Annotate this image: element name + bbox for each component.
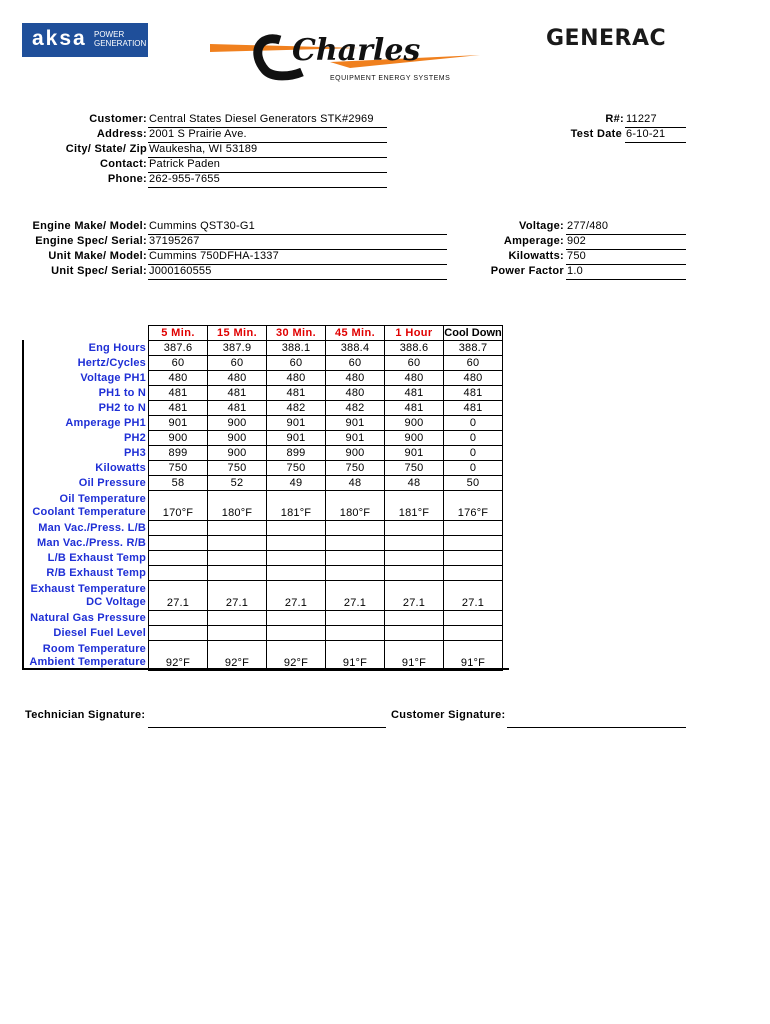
table-row	[22, 566, 503, 581]
row-label: Oil Pressure	[78, 476, 146, 489]
row-label: Eng Hours	[88, 341, 146, 354]
table-cell: 27.1	[444, 581, 503, 611]
table-cell: 481	[149, 401, 208, 416]
table-cell	[149, 521, 208, 536]
table-cell: 52	[208, 476, 267, 491]
table-bottom-border	[22, 668, 509, 670]
table-cell: 27.1	[385, 581, 444, 611]
engine-make-label: Engine Make/ Model:	[32, 220, 147, 232]
table-cell	[326, 566, 385, 581]
table-cell: 180°F	[326, 491, 385, 521]
table-cell: 48	[385, 476, 444, 491]
table-cell: 91°F	[385, 641, 444, 671]
table-cell: 901	[326, 416, 385, 431]
table-cell	[385, 626, 444, 641]
table-cell: 60	[444, 356, 503, 371]
table-cell: 480	[326, 386, 385, 401]
technician-signature-label: Technician Signature:	[25, 709, 146, 721]
table-cell: 60	[267, 356, 326, 371]
phone-label: Phone:	[107, 173, 147, 185]
unit-make-label: Unit Make/ Model:	[48, 250, 147, 262]
row-label: Man Vac./Press. L/B	[38, 521, 146, 534]
table-cell: 388.4	[326, 341, 385, 356]
table-cell	[385, 611, 444, 626]
power-factor-value: 1.0	[566, 265, 686, 280]
table-cell: 481	[208, 386, 267, 401]
technician-signature-line[interactable]	[148, 727, 386, 728]
row-label: Man Vac./Press. R/B	[37, 536, 146, 549]
address-value: 2001 S Prairie Ave.	[148, 128, 387, 143]
table-cell	[208, 521, 267, 536]
table-row	[22, 446, 503, 461]
table-cell: 750	[385, 461, 444, 476]
table-row	[22, 611, 503, 626]
table-cell: 27.1	[149, 581, 208, 611]
table-cell	[149, 566, 208, 581]
table-row	[22, 356, 503, 371]
table-cell	[326, 536, 385, 551]
table-cell	[267, 536, 326, 551]
table-cell: 387.9	[208, 341, 267, 356]
table-cell: 900	[208, 431, 267, 446]
table-cell: 899	[149, 446, 208, 461]
row-label: L/B Exhaust Temp	[47, 551, 146, 564]
row-label: Natural Gas Pressure	[30, 611, 146, 624]
table-cell: 388.1	[267, 341, 326, 356]
table-cell	[444, 521, 503, 536]
table-cell: 482	[326, 401, 385, 416]
column-header: 30 Min.	[267, 326, 326, 341]
table-cell: 481	[208, 401, 267, 416]
table-cell	[208, 611, 267, 626]
table-corner	[22, 326, 149, 341]
charles-wordmark: Charles	[292, 33, 421, 68]
table-cell: 58	[149, 476, 208, 491]
table-cell: 901	[385, 446, 444, 461]
table-row	[22, 341, 503, 356]
table-cell: 480	[326, 371, 385, 386]
table-cell: 176°F	[444, 491, 503, 521]
table-cell: 0	[444, 416, 503, 431]
table-cell: 480	[208, 371, 267, 386]
table-cell: 181°F	[385, 491, 444, 521]
table-cell: 27.1	[267, 581, 326, 611]
table-cell	[149, 551, 208, 566]
engine-make-value: Cummins QST30-G1	[148, 220, 447, 235]
table-cell: 60	[208, 356, 267, 371]
table-cell	[444, 626, 503, 641]
table-cell	[149, 536, 208, 551]
table-cell	[326, 626, 385, 641]
address-label: Address:	[96, 128, 147, 140]
table-cell: 481	[149, 386, 208, 401]
customer-value: Central States Diesel Generators STK#2969	[148, 113, 387, 128]
table-cell	[326, 521, 385, 536]
charles-tagline: EQUIPMENT ENERGY SYSTEMS	[330, 75, 451, 82]
table-cell	[149, 611, 208, 626]
table-cell: 750	[149, 461, 208, 476]
row-label: PH3	[124, 446, 146, 459]
voltage-value: 277/480	[566, 220, 686, 235]
test-date-value: 6-10-21	[625, 128, 686, 143]
row-label: Diesel Fuel Level	[53, 626, 146, 639]
table-row	[22, 641, 503, 671]
table-cell	[385, 536, 444, 551]
table-row	[22, 371, 503, 386]
column-header: 5 Min.	[149, 326, 208, 341]
column-header: Cool Down	[444, 326, 502, 339]
table-cell: 901	[267, 416, 326, 431]
table-cell: 60	[385, 356, 444, 371]
row-label: PH2	[124, 431, 146, 444]
table-cell: 750	[326, 461, 385, 476]
table-cell: 49	[267, 476, 326, 491]
customer-signature-line[interactable]	[507, 727, 686, 728]
row-label: R/B Exhaust Temp	[46, 566, 146, 579]
table-cell	[208, 536, 267, 551]
amperage-label: Amperage:	[503, 235, 564, 247]
table-cell: 91°F	[444, 641, 503, 671]
table-cell: 388.7	[444, 341, 503, 356]
r-number-value: 11227	[625, 113, 686, 128]
aksa-subtitle	[94, 30, 146, 48]
table-cell: 482	[267, 401, 326, 416]
table-cell: 0	[444, 431, 503, 446]
table-row	[22, 581, 503, 611]
r-number-label: R#:	[605, 113, 624, 125]
row-label: Kilowatts	[95, 461, 146, 474]
column-header: 15 Min.	[208, 326, 267, 341]
table-cell: 480	[444, 371, 503, 386]
table-row	[22, 476, 503, 491]
table-row	[22, 551, 503, 566]
table-cell: 900	[208, 416, 267, 431]
table-cell	[444, 611, 503, 626]
table-cell	[444, 566, 503, 581]
table-cell	[385, 566, 444, 581]
row-label: PH1 to N	[98, 386, 146, 399]
table-cell: 0	[444, 461, 503, 476]
test-date-label: Test Date	[570, 128, 622, 140]
unit-make-value: Cummins 750DFHA-1337	[148, 250, 447, 265]
table-row	[22, 401, 503, 416]
table-cell: 181°F	[267, 491, 326, 521]
table-cell: 481	[385, 401, 444, 416]
table-cell	[326, 551, 385, 566]
table-cell: 480	[385, 371, 444, 386]
row-label: Oil Temperature Coolant Temperature	[32, 492, 146, 518]
table-cell: 388.6	[385, 341, 444, 356]
voltage-label: Voltage:	[519, 220, 564, 232]
table-cell	[267, 611, 326, 626]
row-label: Exhaust Temperature DC Voltage	[30, 582, 146, 608]
table-cell	[208, 566, 267, 581]
contact-value: Patrick Paden	[148, 158, 387, 173]
charles-logo	[210, 22, 480, 94]
kilowatts-label: Kilowatts:	[508, 250, 564, 262]
table-cell	[267, 566, 326, 581]
engine-spec-value: 37195267	[148, 235, 447, 250]
table-cell: 60	[149, 356, 208, 371]
table-cell: 899	[267, 446, 326, 461]
table-cell	[208, 626, 267, 641]
table-row	[22, 461, 503, 476]
table-cell	[267, 626, 326, 641]
contact-label: Contact:	[99, 158, 147, 170]
phone-value: 262-955-7655	[148, 173, 387, 188]
table-cell	[326, 611, 385, 626]
aksa-sub-line2: GENERATION	[94, 39, 147, 48]
table-row	[22, 416, 503, 431]
table-cell	[149, 626, 208, 641]
city-value: Waukesha, WI 53189	[148, 143, 387, 158]
table-cell: 481	[444, 401, 503, 416]
customer-signature-label: Customer Signature:	[391, 709, 506, 721]
table-cell	[385, 521, 444, 536]
table-header-row	[22, 326, 503, 341]
table-cell: 60	[326, 356, 385, 371]
unit-spec-value: J000160555	[148, 265, 447, 280]
aksa-wordmark: aksa	[32, 27, 87, 50]
table-cell	[267, 521, 326, 536]
table-cell: 0	[444, 446, 503, 461]
table-cell: 480	[149, 371, 208, 386]
table-cell: 480	[267, 371, 326, 386]
table-cell	[385, 551, 444, 566]
table-cell: 180°F	[208, 491, 267, 521]
customer-label: Customer:	[89, 113, 147, 125]
table-cell	[208, 551, 267, 566]
table-cell: 901	[267, 431, 326, 446]
table-left-border	[22, 340, 24, 669]
column-header: 1 Hour	[385, 326, 444, 341]
table-cell: 750	[267, 461, 326, 476]
table-cell: 92°F	[208, 641, 267, 671]
unit-spec-label: Unit Spec/ Serial:	[51, 265, 147, 277]
column-header: 45 Min.	[326, 326, 385, 341]
table-cell: 481	[444, 386, 503, 401]
table-cell: 92°F	[149, 641, 208, 671]
table-row	[22, 536, 503, 551]
aksa-logo	[22, 23, 148, 57]
table-cell	[444, 536, 503, 551]
table-cell: 50	[444, 476, 503, 491]
table-row	[22, 491, 503, 521]
table-cell: 900	[385, 416, 444, 431]
generac-logo: GENERAC	[546, 26, 667, 51]
table-cell: 901	[326, 431, 385, 446]
table-cell: 92°F	[267, 641, 326, 671]
table-cell: 901	[149, 416, 208, 431]
row-label: PH2 to N	[98, 401, 146, 414]
table-cell: 170°F	[149, 491, 208, 521]
kilowatts-value: 750	[566, 250, 686, 265]
table-cell: 481	[267, 386, 326, 401]
table-cell: 48	[326, 476, 385, 491]
table-row	[22, 521, 503, 536]
power-factor-label: Power Factor	[490, 265, 564, 277]
readings-table	[22, 325, 503, 671]
table-cell	[267, 551, 326, 566]
engine-spec-label: Engine Spec/ Serial:	[35, 235, 147, 247]
table-cell: 27.1	[208, 581, 267, 611]
table-cell: 900	[326, 446, 385, 461]
table-cell	[444, 551, 503, 566]
row-label: Voltage PH1	[80, 371, 146, 384]
table-row	[22, 431, 503, 446]
table-cell: 481	[385, 386, 444, 401]
table-cell: 900	[385, 431, 444, 446]
row-label: Hertz/Cycles	[77, 356, 146, 369]
amperage-value: 902	[566, 235, 686, 250]
aksa-sub-line1: POWER	[94, 30, 125, 39]
table-cell: 900	[149, 431, 208, 446]
table-cell: 91°F	[326, 641, 385, 671]
table-cell: 27.1	[326, 581, 385, 611]
city-label: City/ State/ Zip	[65, 143, 147, 155]
table-cell: 750	[208, 461, 267, 476]
table-row	[22, 386, 503, 401]
table-cell: 387.6	[149, 341, 208, 356]
table-row	[22, 626, 503, 641]
table-cell: 900	[208, 446, 267, 461]
row-label: Room Temperature Ambient Temperature	[29, 642, 146, 668]
row-label: Amperage PH1	[65, 416, 146, 429]
